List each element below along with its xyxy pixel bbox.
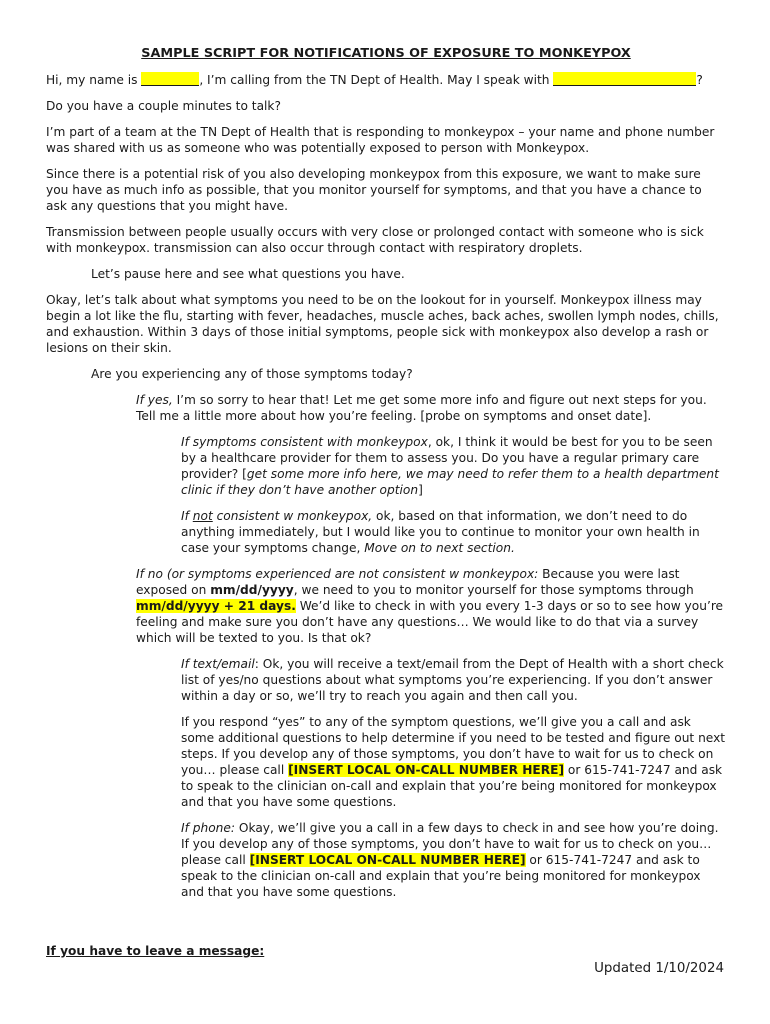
greeting-paragraph bbox=[46, 72, 726, 88]
document-page bbox=[46, 46, 726, 910]
consistent-text: , ok, I think it would be best for you to be seen by a healthcare provider for them to assess you. Do you have a regular primary care provider? [ bbox=[181, 435, 713, 481]
greeting-text-c: ? bbox=[696, 73, 703, 87]
not-consistent-paragraph bbox=[181, 508, 726, 556]
not-consistent-lead-a: If bbox=[181, 509, 193, 523]
phone-lead: If phone: bbox=[181, 821, 236, 835]
greeting-text-a: Hi, my name is bbox=[46, 73, 142, 87]
phone-text-b: or 615-741-7247 and ask to speak to the clinician on-call and explain that you’re being monitored for monkeypox and that you have some questions. bbox=[181, 853, 701, 899]
respond-yes-text-a: If you respond “yes” to any of the symptom questions, we’ll give you a call and ask some additional questions to help determine if you need to be tested and figure out next steps. If you develop any of those symptoms, you don’t have to wait for us to check on you… please call bbox=[181, 715, 726, 777]
pause-paragraph: Let’s pause here and see what questions you have. bbox=[91, 267, 405, 281]
consistent-end: ] bbox=[418, 483, 423, 497]
symptoms-paragraph: Okay, let’s talk about what symptoms you need to be on the lookout for in yourself. Monkeypox illness may begin a lot like the flu, starting with fever, headaches, muscle aches, back aches, swollen lymph nodes, chills, and exhaustion. Within 3 days of those initial symptoms, people sick with monkeypox also develop a rash or lesions on their skin. bbox=[46, 293, 719, 355]
respond-yes-paragraph bbox=[181, 714, 726, 810]
consistent-note: get some more info here, we may need to refer them to a health department clinic if they don’t have another option bbox=[181, 467, 719, 497]
if-yes-text: I’m so sorry to hear that! Let me get some more info and figure out next steps for you. Tell me a little more about how you’re feeling. [probe on symptoms and onset date]. bbox=[136, 393, 707, 423]
insert-number-placeholder: [INSERT LOCAL ON-CALL NUMBER HERE] bbox=[288, 763, 565, 777]
if-no-lead: If no (or symptoms experienced are not consistent w monkeypox: bbox=[136, 567, 539, 581]
text-email-lead: If text/email bbox=[181, 657, 255, 671]
contact-name-blank-field bbox=[553, 72, 696, 86]
not-word: not bbox=[192, 509, 213, 523]
phone-paragraph bbox=[181, 820, 726, 900]
if-yes-lead: If yes, bbox=[136, 393, 173, 407]
not-consistent-lead-c: consistent w monkeypox, bbox=[212, 509, 373, 523]
text-email-paragraph bbox=[181, 656, 726, 704]
insert-number-placeholder-2: [INSERT LOCAL ON-CALL NUMBER HERE] bbox=[249, 853, 526, 867]
text-email-text: : Ok, you will receive a text/email from the Dept of Health with a short check list of yes/no questions about what symptoms you’re experiencing. If you don’t answer within a day or so, we’ll try to reach you again and then call you. bbox=[181, 657, 724, 703]
consistent-lead: If symptoms consistent with monkeypox bbox=[181, 435, 428, 449]
transmission-paragraph: Transmission between people usually occurs with very close or prolonged contact with someone who is sick with monkeypox. transmission can also occur through contact with respiratory droplets. bbox=[46, 225, 704, 255]
if-no-text-3: We’d like to check in with you every 1-3 days or so to see how you’re feeling and make sure you don’t have any questions… We would like to do that via a survey which will be texted to you. Is that ok? bbox=[136, 599, 724, 645]
experiencing-question: Are you experiencing any of those symptoms today? bbox=[91, 367, 413, 381]
respond-yes-text-b: or 615-741-7247 and ask to speak to the clinician on-call and explain that you’re being monitored for monkeypox and that you have some questions. bbox=[181, 763, 723, 809]
consistent-paragraph bbox=[181, 434, 726, 498]
if-yes-paragraph bbox=[136, 392, 726, 424]
time-question-paragraph: Do you have a couple minutes to talk? bbox=[46, 99, 281, 113]
if-no-paragraph bbox=[136, 566, 726, 646]
page-title: SAMPLE SCRIPT FOR NOTIFICATIONS OF EXPOSURE TO MONKEYPOX bbox=[141, 46, 631, 61]
phone-text-a: Okay, we’ll give you a call in a few days to check in and see how you’re doing. If you develop any of those symptoms, you don’t have to wait for us to check on you… please call bbox=[181, 821, 719, 867]
leave-message-heading: If you have to leave a message: bbox=[46, 944, 265, 958]
if-no-text-1: Because you were last exposed on bbox=[136, 567, 680, 597]
if-no-text-2: , we need to you to monitor yourself for those symptoms through bbox=[293, 583, 694, 597]
updated-date: Updated 1/10/2024 bbox=[594, 961, 724, 976]
risk-paragraph: Since there is a potential risk of you also developing monkeypox from this exposure, we want to make sure you have as much info as possible, that you monitor yourself for symptoms, and that you have a chance to ask any questions that you might have. bbox=[46, 167, 702, 213]
move-on-note: Move on to next section. bbox=[364, 541, 515, 555]
greeting-text-b: , I’m calling from the TN Dept of Health. May I speak with bbox=[199, 73, 554, 87]
exposure-date: mm/dd/yyyy bbox=[210, 583, 294, 597]
not-consistent-text: ok, based on that information, we don’t need to do anything immediately, but I would like you to continue to monitor your own health in case your symptoms change, bbox=[181, 509, 700, 555]
monitoring-end-date: mm/dd/yyyy + 21 days. bbox=[136, 599, 296, 613]
team-paragraph: I’m part of a team at the TN Dept of Health that is responding to monkeypox – your name and phone number was shared with us as someone who was potentially exposed to person with Monkeypox. bbox=[46, 125, 715, 155]
name-blank-field bbox=[141, 72, 199, 86]
